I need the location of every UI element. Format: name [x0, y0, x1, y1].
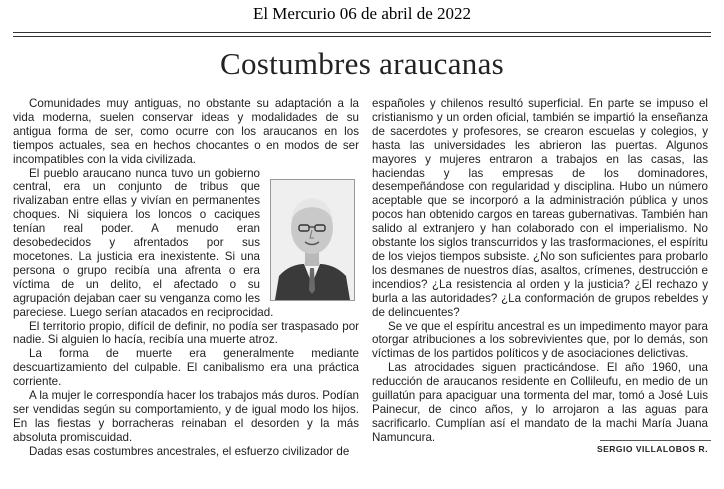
masthead-rule-secondary [13, 36, 711, 37]
column-left [13, 97, 359, 459]
paragraph: Se ve que el espíritu ancestral es un impedimento mayor para otorgar atribuciones a los sobrevivientes que, por lo demás, son víctimas de los partidos políticos y de asociaciones delictivas. [372, 319, 708, 361]
paragraph: Las atrocidades siguen practicándose. El año 1960, una reducción de araucanos residente en Collileufu, en medio de un guillatún para apaciguar una tormenta del mar, tomó a José Luis Painecur, de cinco años, y lo arrojaron a las aguas para sacrificarlo. Cumplían así el mandato de la machi María Juana Namuncura. [372, 361, 708, 444]
column-right [372, 97, 708, 445]
author-photo [270, 179, 355, 301]
portrait-photo-icon [271, 180, 354, 300]
paragraph: El territorio propio, difícil de definir, no podía ser traspasado por nadie. Si alguien lo hacía, recibía una muerte atroz. [13, 319, 359, 347]
masthead: El Mercurio 06 de abril de 2022 [252, 4, 472, 23]
paragraph: El pueblo araucano nunca tuvo un gobierno central, era un conjunto de tribus que rivalizaban entre ellas y vivían en permanentes choques. Ni siquiera los loncos o caciques tenían real poder. A menudo eran desobedecidos y afrentados por sus mocetones. La justicia era inexistente. Si una persona o grupo recibía una afrenta o era víctima de un delito, el afectado o su agrupación dejaban caer su venganza como les pareciese. Luego serían atacados en reciprocidad. [13, 166, 274, 319]
signature-rule [600, 440, 711, 441]
headline: Costumbres araucanas [219, 46, 505, 81]
byline: SERGIO VILLALOBOS R. [596, 444, 708, 454]
paragraph: españoles y chilenos resultó superficial. En parte se impuso el cristianismo y un orden oficial, también se impartió la enseñanza de sacerdotes y profesores, se crearon escuelas y colegios, y hasta las universidades les abrieron las puertas. Algunos mayores y mujeres entraron a trabajos en las casas, las haciendas y las empresas de los dominadores, desempeñándose con regularidad y disciplina. Hubo un número aceptable que se incorporó a la administración pública y unos pocos han obtenido cargos en tareas gubernativas. También han salido al extranjero y han colaborado con el imperialismo. No obstante los siglos transcurridos y las trasformaciones, el espíritu de los viejos tiempos subsiste. ¿No son suficientes para probarlo los desmanes de nuestros días, asaltos, crímenes, destrucción e incendios? ¿La resistencia al orden y la justicia? ¿El rechazo y burla a las autoridades? ¿La conformación de grupos rebeldes y de delincuentes? [372, 97, 708, 319]
paragraph: A la mujer le correspondía hacer los trabajos más duros. Podían ser vendidas según su comportamiento, y de igual modo los hijos. En las fiestas y borracheras reinaban el desorden y la más absoluta promiscuidad. [13, 389, 359, 444]
paragraph: Dadas esas costumbres ancestrales, el esfuerzo civilizador de [29, 444, 350, 458]
paragraph: La forma de muerte era generalmente mediante descuartizamiento del culpable. El canibalismo era una práctica corriente. [13, 347, 359, 389]
masthead-rule [13, 32, 711, 33]
paragraph: Comunidades muy antiguas, no obstante su adaptación a la vida moderna, suelen conservar ideas y modalidades de su antigua forma de ser, como ocurre con los araucanos en los tiempos actuales, sea en hechos chocantes o en modos de ser incompatibles con la vida civilizada. [13, 97, 359, 166]
